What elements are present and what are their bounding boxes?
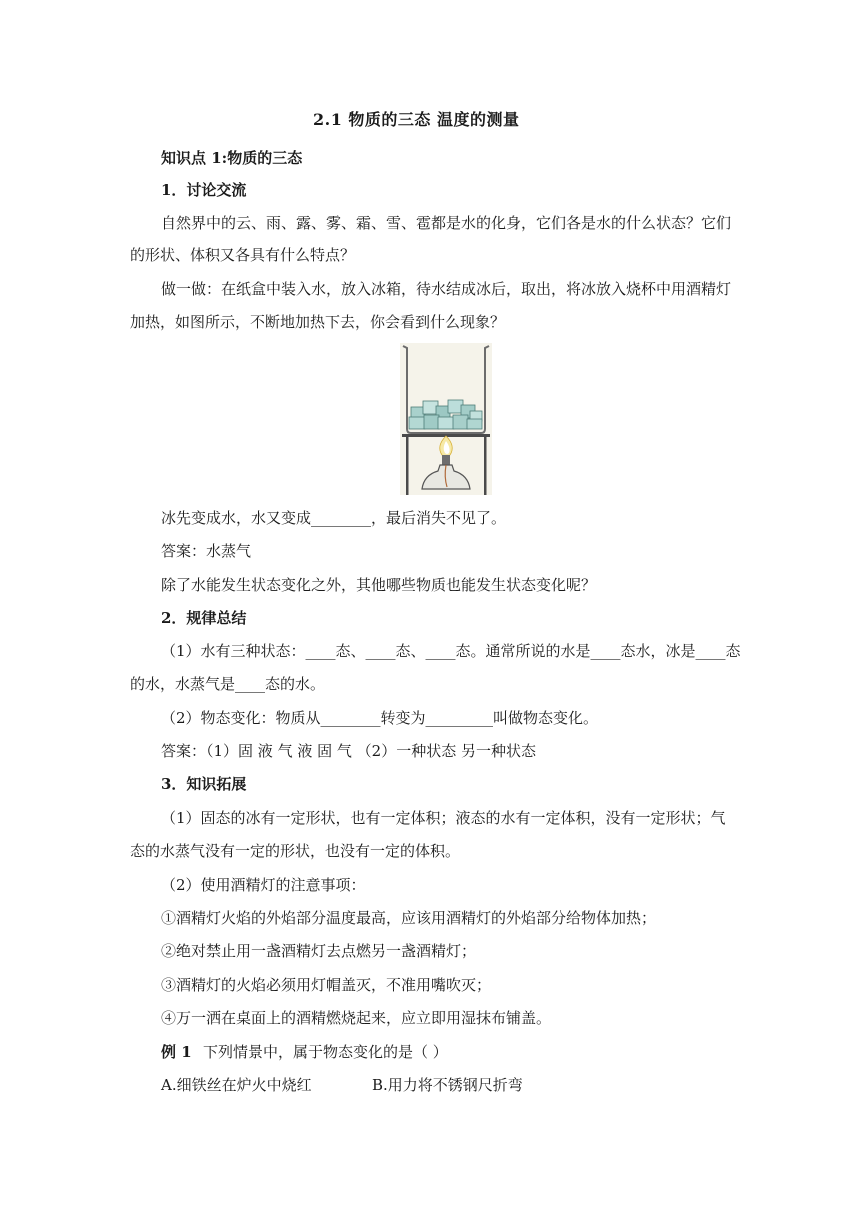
paragraph-line: （2）物态变化：物质从________转变为_________叫做物态变化。 [161,709,599,727]
list-item: ④万一洒在桌面上的酒精燃烧起来，应立即用湿抹布铺盖。 [161,1009,552,1027]
list-item: ①酒精灯火焰的外焰部分温度最高，应该用酒精灯的外焰部分给物体加热； [161,909,657,927]
answer-text: 答案：水蒸气 [161,542,252,560]
paragraph-line: 加热，如图所示，不断地加热下去，你会看到什么现象？ [130,313,506,331]
knowledge-point-heading: 知识点 1:物质的三态 [161,149,303,167]
paragraph-line: 做一做：在纸盒中装入水，放入冰箱，待水结成冰后，取出，将冰放入烧杯中用酒精灯 [161,280,732,298]
section-heading-extension: 3．知识拓展 [161,775,247,793]
option-a: A.细铁丝在炉火中烧红 [161,1076,312,1094]
example-question: 下列情景中，属于物态变化的是（ ） [203,1043,448,1061]
paragraph-line: 的形状、体积又各具有什么特点？ [130,246,356,264]
example-label: 例 1 [161,1043,192,1061]
option-b: B.用力将不锈钢尺折弯 [372,1076,523,1094]
paragraph-line: 的水，水蒸气是____态的水。 [130,675,326,693]
fill-blank-question: 冰先变成水，水又变成________，最后消失不见了。 [161,509,507,527]
paragraph-line: （1）水有三种状态：____态、____态、____态。通常所说的水是____态水，冰是____态 [161,642,741,660]
paragraph-line: 态的水蒸气没有一定的形状，也没有一定的体积。 [130,842,461,860]
paragraph-line: （1）固态的冰有一定形状，也有一定体积；液态的水有一定体积，没有一定形状；气 [161,809,726,827]
list-item: ②绝对禁止用一盏酒精灯去点燃另一盏酒精灯； [161,942,477,960]
paragraph-line: 除了水能发生状态变化之外，其他哪些物质也能发生状态变化呢？ [161,576,597,594]
answer-text: 答案：（1）固 液 气 液 固 气 （2）一种状态 另一种状态 [161,742,536,760]
page-title: 2.1 物质的三态 温度的测量 [313,110,520,129]
section-heading-discussion: 1．讨论交流 [161,181,247,199]
section-heading-summary: 2．规律总结 [161,609,247,627]
paragraph-line: （2）使用酒精灯的注意事项： [161,876,366,894]
list-item: ③酒精灯的火焰必须用灯帽盖灭，不准用嘴吹灭； [161,976,492,994]
paragraph-line: 自然界中的云、雨、露、雾、霜、雪、雹都是水的化身，它们各是水的什么状态？它们 [161,214,732,232]
beaker-with-ice-over-alcohol-lamp-icon [400,343,492,495]
